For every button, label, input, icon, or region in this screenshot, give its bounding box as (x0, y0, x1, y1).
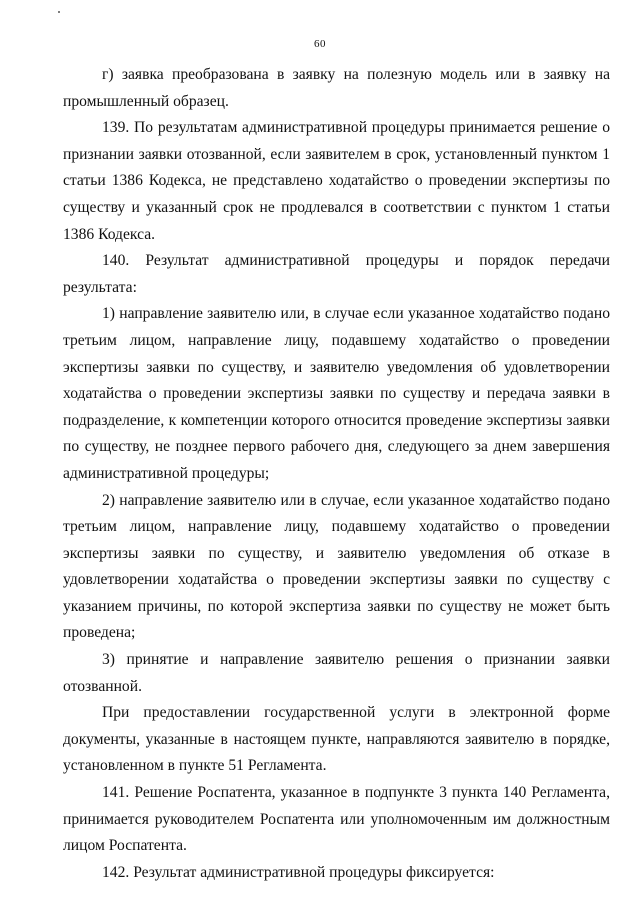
paragraph-electronic-form: При предоставлении государственной услуги в электронной форме документы, указанные в настоящем пункте, направляются заявителю в порядке, установленном в пункте 51 Регламента. (63, 704, 610, 775)
document-body (63, 62, 610, 886)
paragraph-141: 141. Решение Роспатента, указанное в подпункте 3 пункта 140 Регламента, принимается руководителем Роспатента или уполномоченным им должностным лицом Роспатента. (63, 784, 610, 855)
paragraph-140-item-2: 2) направление заявителю или в случае, если указанное ходатайство подано третьим лицом, направление лицу, подавшему ходатайство о проведении экспертизы заявки по существу, и заявителю уведомления об отказе в удовлетворении ходатайства о проведении экспертизы заявки по существу с указанием причины, по которой экспертиза заявки по существу не может быть проведена; (63, 491, 610, 642)
paragraph-142: 142. Результат административной процедуры фиксируется: (102, 863, 495, 881)
paragraph-subitem-g: г) заявка преобразована в заявку на полезную модель или в заявку на промышленный образец. (63, 66, 610, 110)
paragraph-140-item-3: 3) принятие и направление заявителю решения о признании заявки отозванной. (63, 651, 610, 695)
paragraph-139: 139. По результатам административной процедуры принимается решение о признании заявки отозванной, если заявителем в срок, установленный пунктом 1 статьи 1386 Кодекса, не представлено ходатайство о проведении экспертизы по существу и указанный срок не продлевался в соответствии с пунктом 1 статьи 1386 Кодекса. (63, 119, 610, 243)
paragraph-140-item-1: 1) направление заявителю или, в случае если указанное ходатайство подано третьим лицом, направление лицу, подавшему ходатайство о проведении экспертизы заявки по существу, и заявителю уведомления об удовлетворении ходатайства о проведении экспертизы заявки по существу и передача заявки в подразделение, к компетенции которого относится проведение экспертизы заявки по существу, не позднее первого рабочего дня, следующего за днем завершения административной процедуры; (63, 305, 610, 482)
paragraph-140: 140. Результат административной процедуры и порядок передачи результата: (63, 252, 610, 296)
scan-speck (58, 11, 60, 13)
page-number: 60 (314, 38, 326, 50)
